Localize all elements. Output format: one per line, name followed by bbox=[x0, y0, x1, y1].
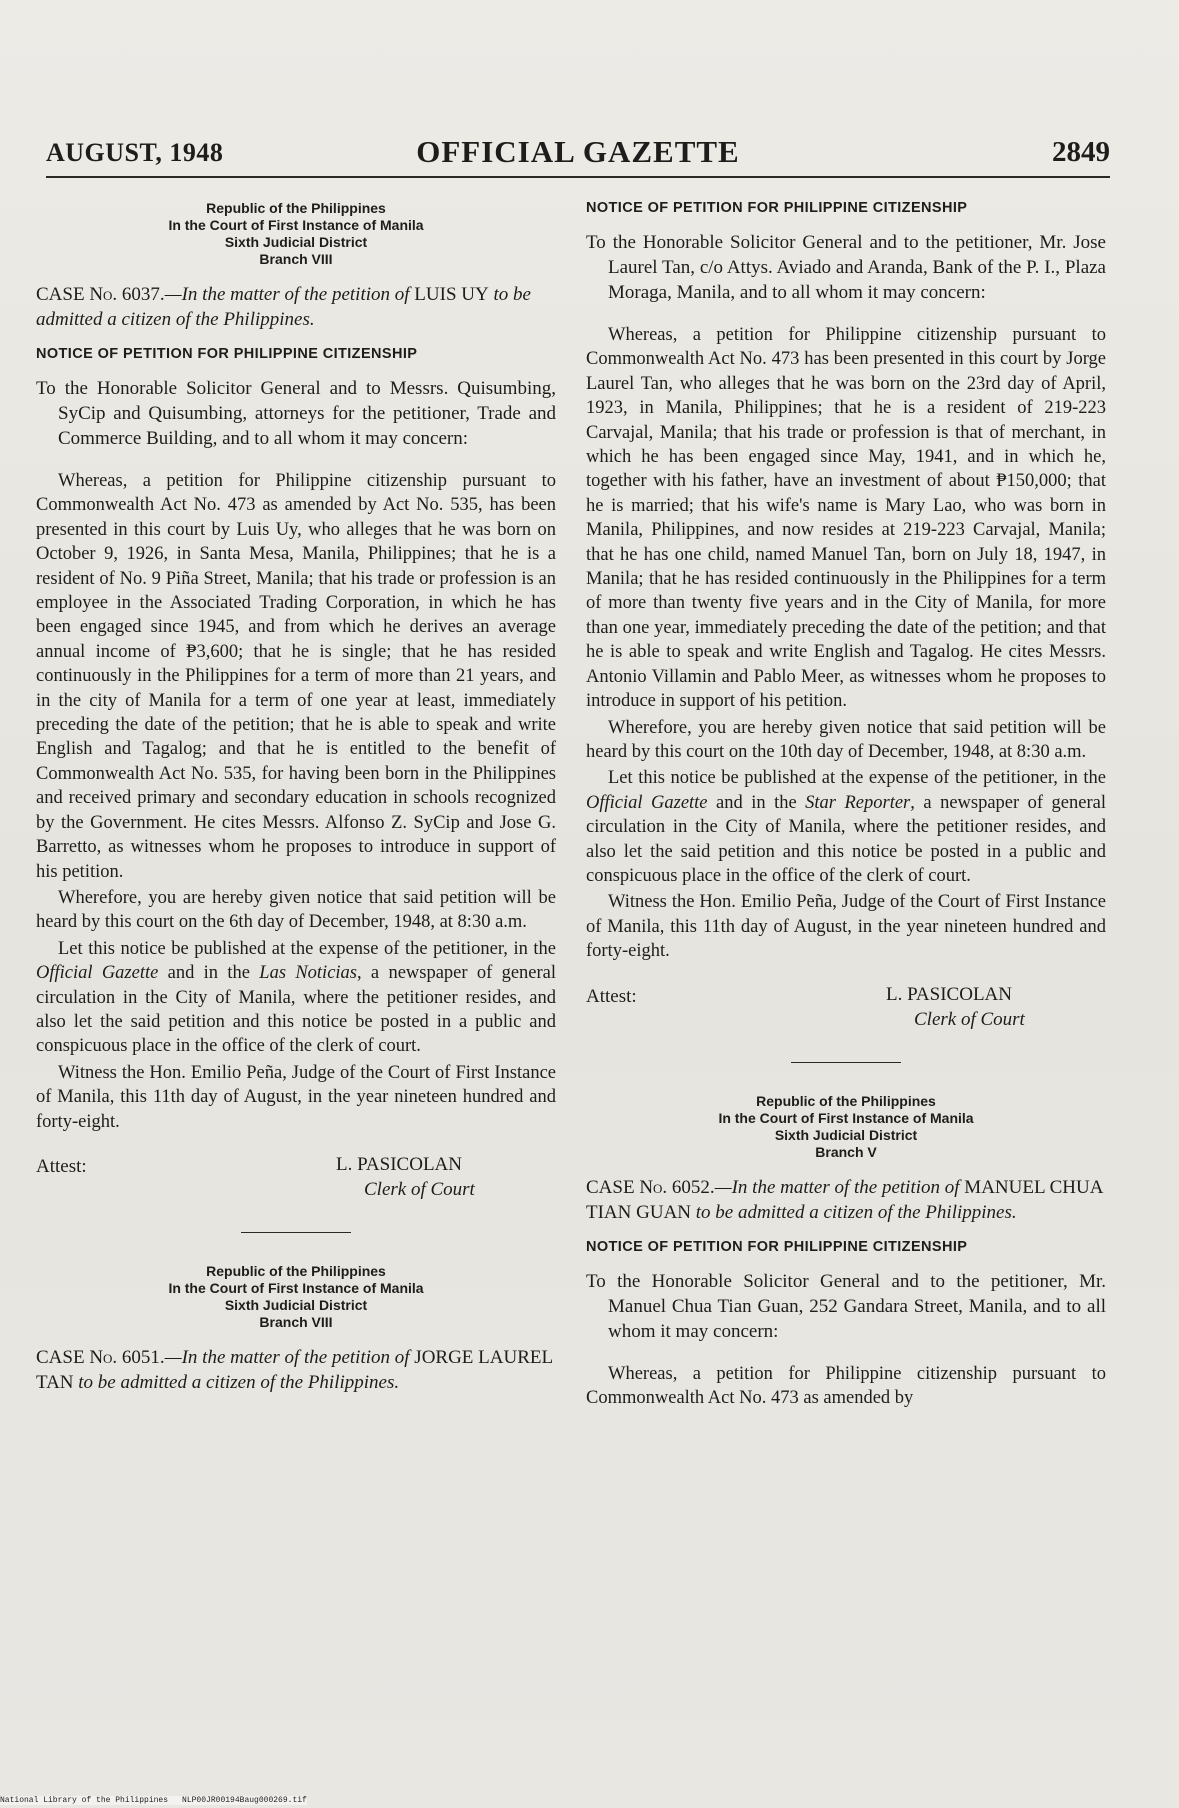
wherefore-paragraph: Wherefore, you are hereby given notice that said petition will be heard by this court on the 10th day of December, 1948, at 8:30 a.m. bbox=[586, 717, 1106, 762]
case-number: CASE No. 6037. bbox=[36, 284, 165, 305]
publication-paragraph bbox=[36, 937, 556, 1059]
petitioner-name: JORGE LAUREL TAN bbox=[36, 1347, 553, 1394]
publication-title: OFFICIAL GAZETTE bbox=[416, 134, 740, 169]
right-column bbox=[586, 200, 1106, 1413]
court-heading-line: Branch VIII bbox=[259, 251, 333, 267]
whereas-paragraph: Whereas, a petition for Philippine citizenship pursuant to Commonwealth Act No. 473 as amended by Act No. 535, has been presented in this court by Luis Uy, who alleges that he was born on October 9, 1926, in Santa Mesa, Manila, Philippines; that he is a resident of No. 9 Piña Street, Manila; that his trade or profession is an employee in the Associated Trading Corporation, in which he has been engaged since 1945, and from which he derives an average annual income of ₱3,600; that he is single; that he has resided continuously in the Philippines for a term of more than 21 years, and in the city of Manila for a term of one year at least, immediately preceding the date of the petition; that he is able to speak and write English and Tagalog; and that he is entitled to the benefit of Commonwealth Act No. 535, for having been born in the Philippines and received primary and secondary education in schools recognized by the Government. He cites Messrs. Alfonso Z. SyCip and Jose G. Barretto, as witnesses whom he proposes to introduce in support of his petition. bbox=[36, 471, 556, 882]
attestation bbox=[586, 982, 1106, 1036]
whereas-paragraph: Whereas, a petition for Philippine citizenship pursuant to Commonwealth Act No. 473 as amended by bbox=[586, 1364, 1106, 1409]
court-heading-line: Branch VIII bbox=[259, 1314, 333, 1331]
clerk-name: L. PASICOLAN bbox=[886, 983, 1012, 1005]
publication-text: , a newspaper of general circulation in the City of Manila, where the petitioner resides, and also let the said petition and this notice be posted in a public and conspicuous place in the office of the clerk of court. bbox=[36, 963, 556, 1057]
publication-text: Let this notice be published at the expense of the petitioner, in the bbox=[608, 768, 1106, 789]
case-caption bbox=[36, 1345, 556, 1395]
notice-address: To the Honorable Solicitor General and to Messrs. Quisumbing, SyCip and Quisumbing, attorneys for the petitioner, Trade and Commerce Building, and to all whom it may concern: bbox=[36, 378, 556, 449]
issue-date: AUGUST, 1948 bbox=[46, 138, 224, 167]
court-heading bbox=[36, 200, 556, 268]
case-caption bbox=[586, 1175, 1106, 1225]
court-heading-line: Sixth Judicial District bbox=[224, 1297, 368, 1314]
court-heading-line: Republic of the Philippines bbox=[756, 1093, 936, 1110]
court-heading bbox=[586, 1093, 1106, 1161]
clerk-name: L. PASICOLAN bbox=[336, 1153, 462, 1175]
clerk-signature bbox=[886, 982, 1025, 1032]
witness-paragraph: Witness the Hon. Emilio Peña, Judge of the Court of First Instance of Manila, this 11th day of August, in the year nineteen hundred and forty-eight. bbox=[586, 892, 1106, 962]
court-heading-line: In the Court of First Instance of Manila bbox=[168, 1280, 424, 1297]
case-caption-text: to be admitted a citizen of the Philippines. bbox=[36, 284, 531, 330]
court-heading-line: Sixth Judicial District bbox=[224, 234, 368, 250]
publication-paragraph bbox=[586, 766, 1106, 888]
clerk-title: Clerk of Court bbox=[914, 1008, 1025, 1030]
library-credit: National Library of the Philippines bbox=[0, 1796, 169, 1805]
case-caption-text: —In the matter of the petition of bbox=[164, 1347, 410, 1369]
notice-address: To the Honorable Solicitor General and to the petitioner, Mr. Jose Laurel Tan, c/o Attys. Aviado and Aranda, Bank of the P. I., Plaza Moraga, Manila, and to all whom it may concern: bbox=[586, 232, 1106, 303]
publication-text: , a newspaper of general circulation in the City of Manila, where the petitioner resides, and also let the said petition and this notice be posted in a public and conspicuous place in the office of the clerk of court. bbox=[586, 792, 1106, 886]
court-heading-line: Sixth Judicial District bbox=[774, 1127, 918, 1144]
court-heading-line: Republic of the Philippines bbox=[206, 200, 386, 216]
left-column bbox=[36, 200, 556, 1409]
court-heading-line: Republic of the Philippines bbox=[206, 1263, 386, 1280]
running-head bbox=[46, 134, 1110, 174]
petitioner-name: LUIS UY bbox=[414, 284, 489, 305]
court-heading bbox=[36, 1263, 556, 1331]
attestation bbox=[36, 1152, 556, 1206]
case-caption bbox=[36, 282, 556, 332]
header-rule bbox=[46, 176, 1110, 178]
publication-text: and in the bbox=[716, 792, 797, 813]
notice-title: NOTICE OF PETITION FOR PHILIPPINE CITIZENSHIP bbox=[586, 1239, 968, 1256]
petitioner-name: MANUEL CHUA TIAN GUAN bbox=[586, 1177, 1103, 1224]
clerk-title: Clerk of Court bbox=[364, 1178, 475, 1200]
scan-file-id: NLP00JR00194Baug000269.tif bbox=[182, 1796, 307, 1805]
clerk-signature bbox=[336, 1152, 475, 1202]
page-number: 2849 bbox=[1052, 136, 1110, 168]
publication-name: Star Reporter bbox=[805, 792, 911, 813]
case-number: CASE No. 6051. bbox=[36, 1347, 165, 1369]
case-caption-text: —In the matter of the petition of bbox=[714, 1177, 960, 1199]
witness-paragraph: Witness the Hon. Emilio Peña, Judge of the Court of First Instance of Manila, this 11th day of August, in the year nineteen hundred and forty-eight. bbox=[36, 1062, 556, 1132]
publication-text: and in the bbox=[167, 963, 250, 984]
whereas-paragraph: Whereas, a petition for Philippine citizenship pursuant to Commonwealth Act No. 473 has been presented in this court by Jorge Laurel Tan, who alleges that he was born on the 23rd day of April, 1923, in Manila, Philippines; that he is a resident of 219-223 Carvajal, Manila; that his trade or profession is that of merchant, in which he has been engaged since May, 1941, and in which he, together with his father, have an investment of about ₱150,000; that he is married; that his wife's name is Mary Lao, who was born in Manila, Philippines, and now resides at 219-223 Carvajal, Manila; that he has one child, named Manuel Tan, born on July 18, 1947, in Manila; that he has resided continuously in the Philippines for a term of more than twenty five years and in the City of Manila, for more than one year, immediately preceding the date of the petition; and that he is able to speak and write English and Tagalog. He cites Messrs. Antonio Villamin and Pablo Meer, as witnesses whom he proposes to introduce in support of his petition. bbox=[586, 325, 1106, 712]
court-heading-line: In the Court of First Instance of Manila bbox=[168, 217, 424, 233]
attest-label: Attest: bbox=[36, 1155, 87, 1177]
case-caption-text: —In the matter of the petition of bbox=[164, 284, 410, 305]
notice-title: NOTICE OF PETITION FOR PHILIPPINE CITIZENSHIP bbox=[36, 346, 418, 362]
court-heading-line: Branch V bbox=[815, 1144, 877, 1161]
publication-name: Las Noticias bbox=[259, 963, 357, 984]
case-number: CASE No. 6052. bbox=[586, 1177, 715, 1199]
notice-address: To the Honorable Solicitor General and to the petitioner, Mr. Manuel Chua Tian Guan, 252 Gandara Street, Manila, and to all whom it may concern: bbox=[586, 1271, 1106, 1343]
case-caption-text: to be admitted a citizen of the Philippines. bbox=[695, 1202, 1017, 1224]
publication-name: Official Gazette bbox=[36, 963, 159, 984]
court-heading-line: In the Court of First Instance of Manila bbox=[718, 1110, 974, 1127]
section-divider bbox=[241, 1232, 351, 1234]
scan-footer bbox=[0, 1796, 307, 1805]
notice-title: NOTICE OF PETITION FOR PHILIPPINE CITIZENSHIP bbox=[586, 200, 968, 216]
case-caption-text: to be admitted a citizen of the Philippines. bbox=[78, 1372, 400, 1394]
wherefore-paragraph: Wherefore, you are hereby given notice that said petition will be heard by this court on the 6th day of December, 1948, at 8:30 a.m. bbox=[36, 887, 556, 933]
attest-label: Attest: bbox=[586, 985, 637, 1007]
publication-name: Official Gazette bbox=[586, 792, 708, 813]
section-divider bbox=[791, 1062, 901, 1064]
publication-text: Let this notice be published at the expense of the petitioner, in the bbox=[58, 938, 556, 959]
